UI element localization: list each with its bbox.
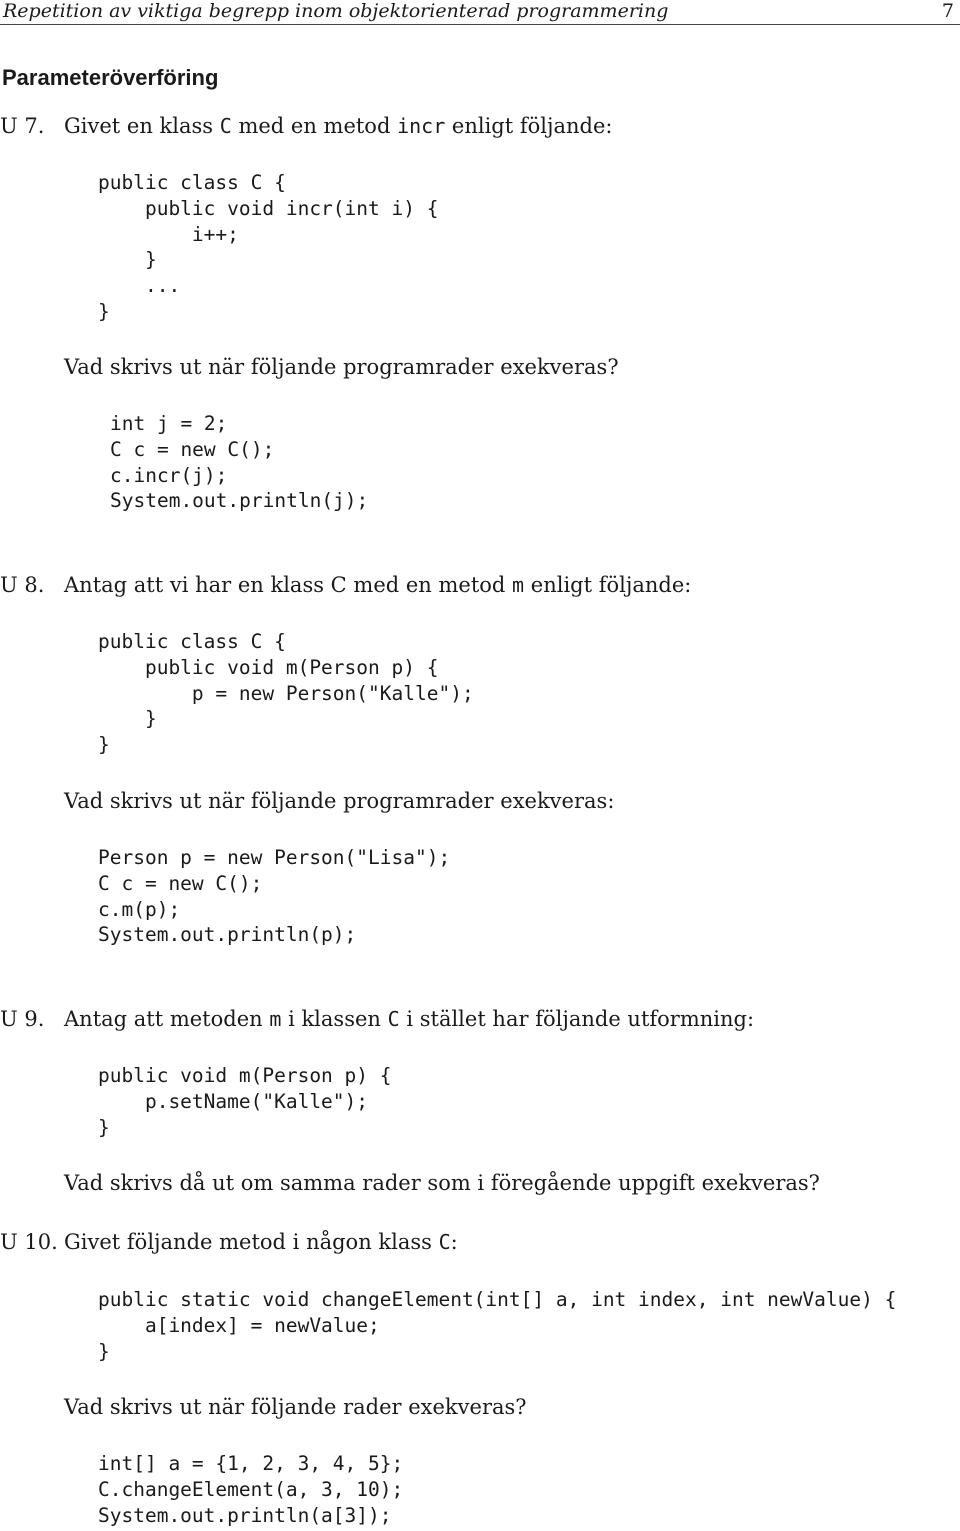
page-header — [0, 0, 960, 25]
question-text: Vad skrivs då ut om samma rader som i föregående uppgift exekveras? — [64, 1171, 820, 1195]
exercise-label: U 10. — [0, 1230, 58, 1254]
running-title: Repetition av viktiga begrepp inom objektorienterad programmering — [3, 0, 669, 22]
code-block: public class C { public void incr(int i) { i++; } ... } — [98, 171, 439, 323]
question-text: Vad skrivs ut när följande programrader exekveras: — [64, 789, 615, 813]
exercise-label: U 8. — [0, 573, 45, 597]
question-text: Vad skrivs ut när följande rader exekveras? — [64, 1395, 527, 1419]
code-block: public static void changeElement(int[] a, int index, int newValue) { a[index] = newValue; } — [98, 1288, 897, 1363]
code-block: public void m(Person p) { p.setName("Kalle"); } — [98, 1064, 392, 1139]
question-text: Vad skrivs ut när följande programrader exekveras? — [64, 355, 619, 379]
exercise-text: Givet följande metod i någon klass C: — [64, 1230, 458, 1254]
code-block: int j = 2; C c = new C(); c.incr(j); System.out.println(j); — [110, 412, 369, 513]
code-block: int[] a = {1, 2, 3, 4, 5}; C.changeElement(a, 3, 10); System.out.println(a[3]); — [98, 1452, 404, 1527]
exercise-text: Givet en klass C med en metod incr enligt följande: — [64, 114, 613, 138]
exercise-text: Antag att metoden m i klassen C i stället har följande utformning: — [64, 1007, 755, 1031]
code-block: public class C { public void m(Person p) { p = new Person("Kalle"); } } — [98, 630, 474, 757]
exercise-label: U 9. — [0, 1007, 45, 1031]
exercise-label: U 7. — [0, 114, 45, 138]
exercise-text: Antag att vi har en klass C med en metod m enligt följande: — [64, 573, 692, 597]
code-block: Person p = new Person("Lisa"); C c = new C(); c.m(p); System.out.println(p); — [98, 846, 451, 947]
section-heading: Parameteröverföring — [2, 65, 219, 90]
page-number: 7 — [941, 0, 954, 22]
